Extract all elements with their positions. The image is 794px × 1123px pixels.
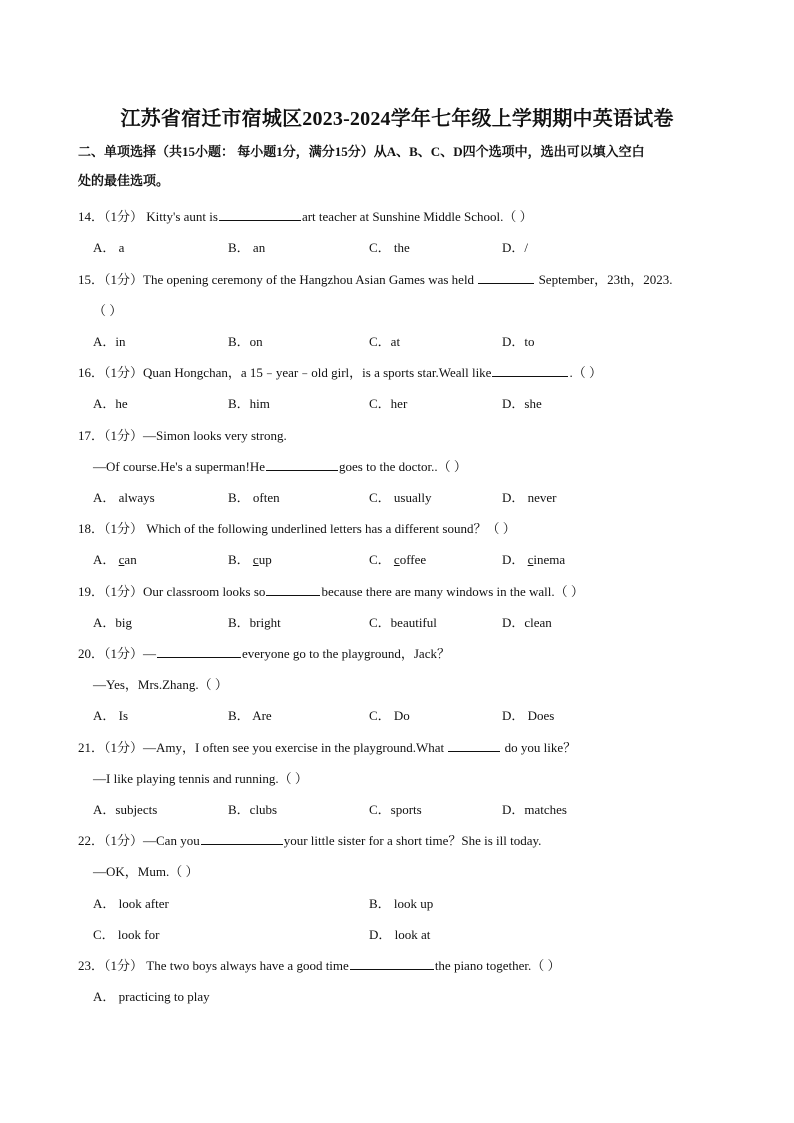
option-c: C． look for	[93, 927, 160, 942]
option-b: B． cup	[228, 552, 272, 567]
question-stem: —Can you	[143, 833, 200, 848]
option-b: B． often	[228, 490, 280, 505]
question-stem: —	[143, 646, 157, 661]
question-stem: Quan Hongchan，a 15﹣year﹣old girl，is a sports star.Weall like	[143, 365, 492, 380]
option-c: C．her	[369, 396, 408, 411]
option-b: B．clubs	[228, 802, 278, 817]
option-d: D．to	[502, 334, 535, 349]
question-stem: Kitty's aunt is	[143, 209, 218, 224]
option-d: D． look at	[369, 927, 431, 942]
question-16	[78, 362, 602, 381]
question-number: 17．（1分）	[78, 428, 144, 443]
question-number: 16．（1分）	[78, 365, 144, 380]
option-a: A． a	[93, 240, 125, 255]
question-15-bracket: （ ）	[93, 303, 123, 318]
question-22-line2: —OK，Mum.（ ）	[93, 864, 199, 879]
question-17	[78, 425, 287, 444]
question-stem-end: your little sister for a short time？She is ill today.	[283, 833, 542, 848]
option-b: B．bright	[228, 615, 281, 630]
answer-blank	[157, 645, 241, 658]
answer-blank	[266, 458, 338, 471]
question-number: 21．（1分）	[78, 740, 144, 755]
option-c: C．sports	[369, 802, 422, 817]
option-a: A． can	[93, 552, 137, 567]
question-stem-end: do you like？	[501, 740, 577, 755]
section-heading	[78, 137, 723, 195]
option-b: B．on	[228, 334, 263, 349]
question-number: 20．（1分）	[78, 646, 144, 661]
option-a: A． always	[93, 490, 155, 505]
question-stem: Our classroom looks so	[143, 584, 266, 599]
question-stem-end: because there are many windows in the wall.（ ）	[321, 584, 584, 599]
page-title: 江苏省宿迁市宿城区2023-2024学年七年级上学期期中英语试卷	[120, 108, 674, 130]
option-b: B．him	[228, 396, 270, 411]
option-a: A．in	[93, 334, 126, 349]
question-stem: —Simon looks very strong.	[143, 428, 287, 443]
option-d: D． never	[502, 490, 557, 505]
option-a: A． Is	[93, 708, 129, 723]
answer-blank	[201, 832, 283, 845]
question-number: 19．（1分）	[78, 584, 144, 599]
option-c: C．at	[369, 334, 401, 349]
option-d: D． Does	[502, 708, 555, 723]
question-number: 22．（1分）	[78, 833, 144, 848]
option-c: C． usually	[369, 490, 432, 505]
question-number: 14．（1分）	[78, 209, 144, 224]
question-22	[78, 830, 541, 849]
question-21	[78, 737, 576, 756]
option-b: B． look up	[369, 896, 434, 911]
question-stem-end: September，23th，2023.	[535, 272, 673, 287]
option-c: C． Do	[369, 708, 410, 723]
option-a: A． practicing to play	[93, 989, 210, 1004]
question-20	[78, 643, 450, 662]
question-17-line2	[93, 456, 467, 475]
question-number: 18．（1分）	[78, 521, 144, 536]
question-stem: —Amy，I often see you exercise in the playground.What	[143, 740, 448, 755]
question-23	[78, 955, 560, 974]
option-d: D． cinema	[502, 552, 566, 567]
option-c: C．beautiful	[369, 615, 437, 630]
option-a: A．he	[93, 396, 128, 411]
question-15	[78, 269, 673, 288]
option-a: A．subjects	[93, 802, 158, 817]
option-d: D．/	[502, 240, 529, 255]
answer-blank	[219, 208, 301, 221]
question-number: 15．（1分）	[78, 272, 144, 287]
option-c: C． coffee	[369, 552, 427, 567]
answer-blank	[266, 583, 320, 596]
option-d: D．she	[502, 396, 542, 411]
question-number: 23．（1分）	[78, 958, 144, 973]
question-21-line2: —I like playing tennis and running.（ ）	[93, 771, 308, 786]
option-b: B． Are	[228, 708, 272, 723]
question-stem: The two boys always have a good time	[143, 958, 349, 973]
option-a: A． look after	[93, 896, 169, 911]
option-d: D．matches	[502, 802, 567, 817]
section-heading-line1: 二、单项选择（共15小题： 每小题1分，满分15分）从A、B、C、D四个选项中，选出可以填入空白	[78, 144, 645, 159]
answer-blank	[350, 957, 434, 970]
question-stem-end: everyone go to the playground，Jack？	[242, 646, 450, 661]
option-d: D．clean	[502, 615, 552, 630]
dialogue-line: —Of course.He's a superman!He	[93, 459, 266, 474]
section-heading-line2: 处的最佳选项。	[78, 173, 170, 188]
question-stem-end: the piano together.（ ）	[434, 958, 561, 973]
question-14	[78, 206, 533, 225]
question-stem-end: .（ ）	[569, 365, 602, 380]
question-20-line2: —Yes，Mrs.Zhang.（ ）	[93, 677, 228, 692]
question-stem-end: art teacher at Sunshine Middle School.（ ）	[301, 209, 533, 224]
question-19	[78, 581, 584, 600]
answer-blank	[492, 364, 568, 377]
option-c: C． the	[369, 240, 410, 255]
dialogue-line-end: goes to the doctor..（ ）	[339, 459, 467, 474]
question-stem: Which of the following underlined letters has a different sound？（ ）	[143, 521, 516, 536]
question-18	[78, 518, 516, 537]
answer-blank	[448, 739, 500, 752]
question-stem: The opening ceremony of the Hangzhou Asian Games was held	[143, 272, 478, 287]
option-a: A．big	[93, 615, 133, 630]
option-b: B． an	[228, 240, 266, 255]
answer-blank	[478, 271, 534, 284]
